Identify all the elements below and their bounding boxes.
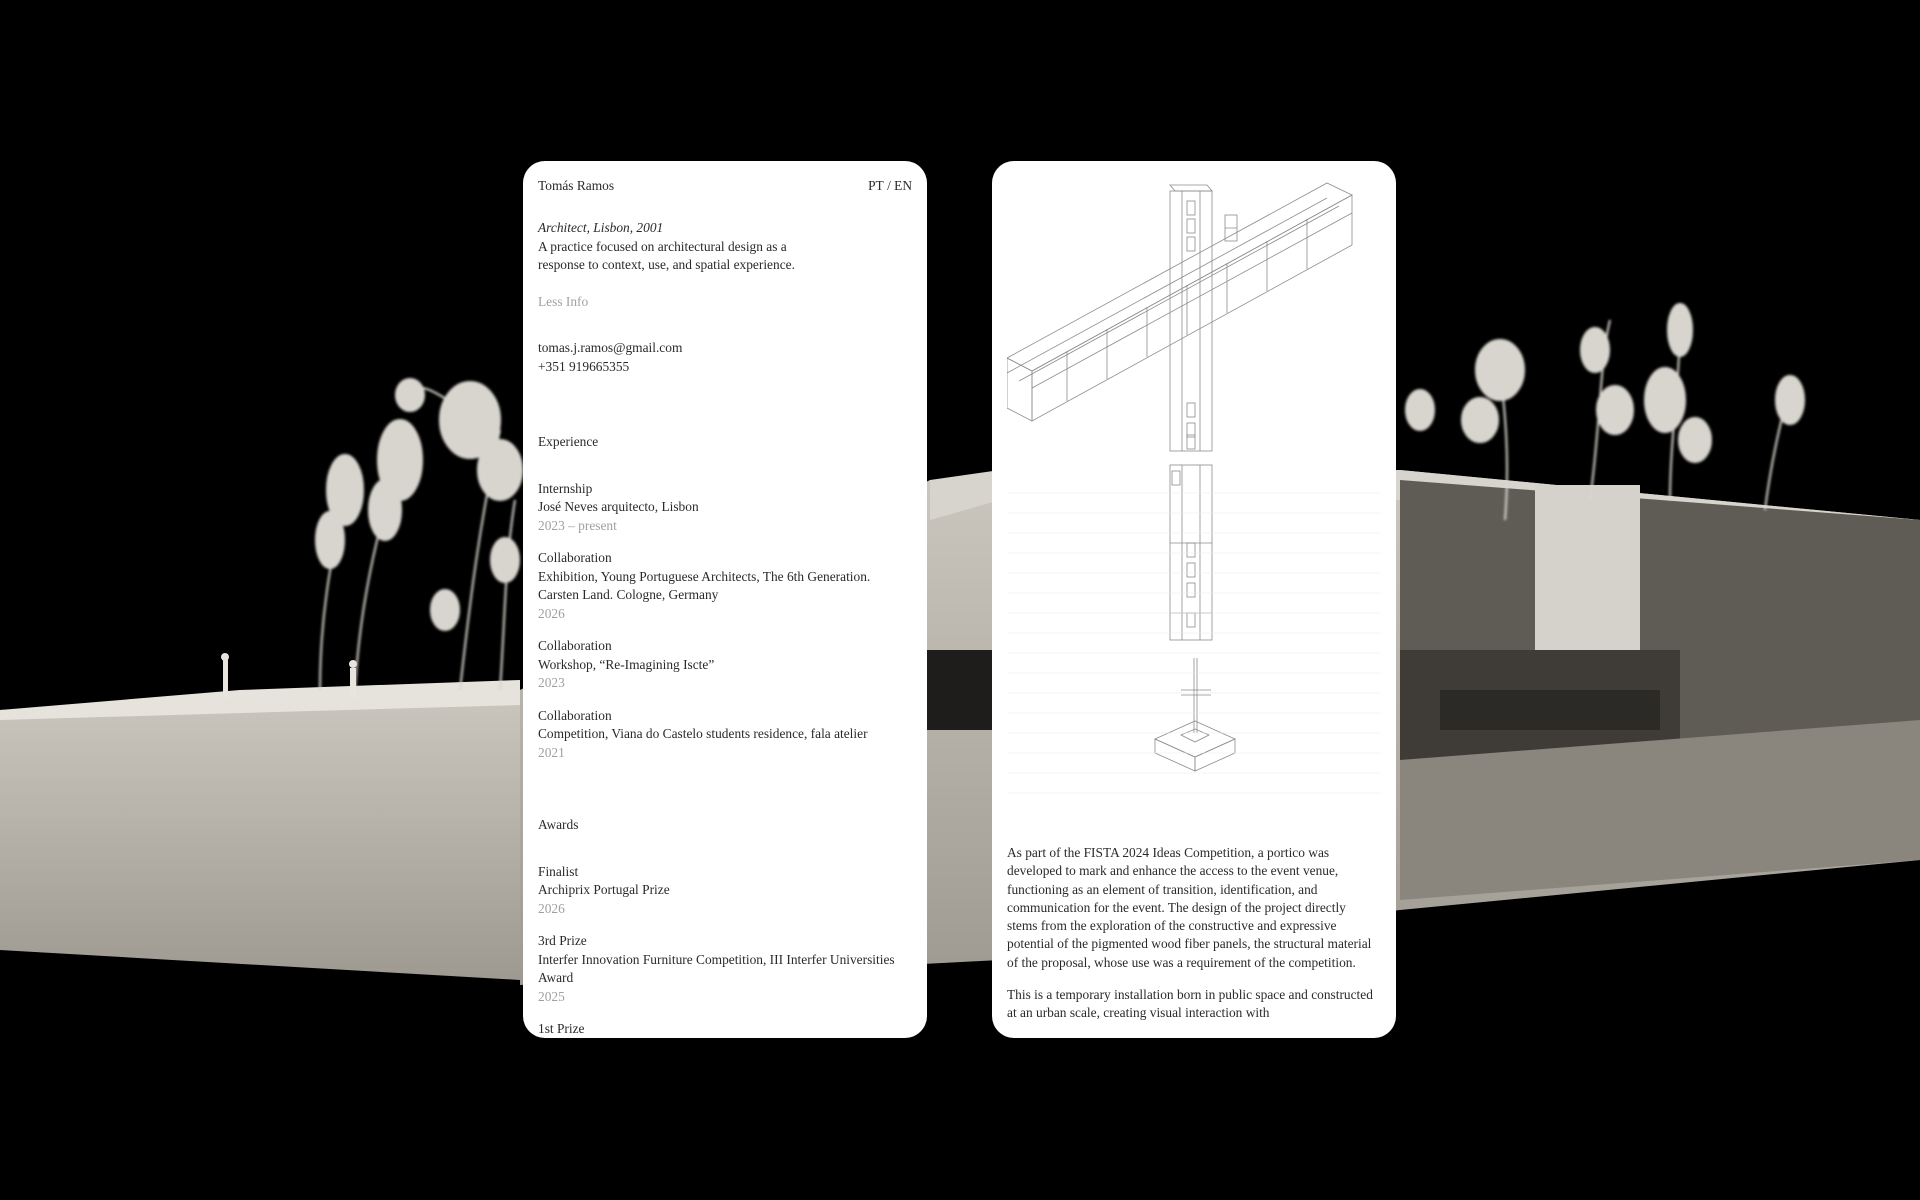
item-role: Finalist (538, 863, 579, 879)
item-date: 2026 (538, 900, 565, 916)
item-date: 2021 (538, 744, 565, 760)
item-date: 2025 (538, 988, 565, 1004)
experience-item (538, 549, 912, 623)
item-detail: Carsten Land. Cologne, Germany (538, 587, 719, 602)
item-role: Collaboration (538, 550, 612, 565)
figure (223, 660, 228, 698)
item-detail: Competition, Viana do Castelo students residence, fala atelier (538, 726, 868, 741)
project-paragraph-1: As part of the FISTA 2024 Ideas Competition, a portico was developed to mark and enhance the access to the event venue, functioning as an element of transition, identification, and communication for the event. The design of the project directly stems from the exploration of the constructive and expressive potential of the pigmented wood fiber panels, the structural material of the proposal, whose use was a requirement of the competition. (1007, 845, 1372, 970)
item-role: 3rd Prize (538, 933, 587, 948)
language-switcher (868, 177, 912, 196)
email-link[interactable]: tomas.j.ramos@gmail.com (538, 340, 683, 355)
site-title-link[interactable]: Tomás Ramos (538, 178, 615, 193)
project-paragraph-2: This is a temporary installation born in public space and constructed at an urban scale, creating visual interaction with (1007, 987, 1373, 1021)
awards-heading: Awards (538, 817, 579, 832)
item-detail: Exhibition, Young Portuguese Architects, The 6th Generation. (538, 568, 871, 584)
profile-header (538, 177, 912, 205)
bio-line-2: response to context, use, and spatial experience. (538, 257, 795, 272)
item-detail: Award (538, 970, 574, 985)
lang-separator: / (883, 178, 895, 193)
lang-pt-link[interactable]: PT (868, 178, 884, 193)
item-detail: Workshop, “Re-Imagining Iscte” (538, 656, 715, 672)
item-date: 2026 (538, 605, 565, 621)
award-item (538, 1020, 912, 1038)
item-date: 2023 – present (538, 517, 617, 533)
item-date: 2023 (538, 675, 565, 690)
award-item (538, 932, 912, 1006)
phone-link[interactable]: +351 919665355 (538, 358, 630, 374)
experience-item (538, 707, 912, 763)
item-role: Collaboration (538, 707, 612, 723)
project-description (1007, 844, 1379, 1037)
profile-panel (523, 161, 927, 1038)
less-info-toggle[interactable]: Less Info (538, 293, 589, 309)
lang-en-link[interactable]: EN (894, 178, 912, 193)
axonometric-portico-drawing-icon (1007, 173, 1381, 823)
experience-heading: Experience (538, 434, 599, 449)
item-detail: José Neves arquitecto, Lisbon (538, 499, 699, 514)
experience-list (538, 480, 912, 763)
award-item (538, 863, 912, 919)
item-role: Internship (538, 480, 593, 496)
experience-item (538, 480, 912, 536)
item-detail: Archiprix Portugal Prize (538, 882, 670, 897)
awards-list (538, 863, 912, 1039)
bio-line-1: A practice focused on architectural design as a (538, 238, 787, 254)
item-detail: Interfer Innovation Furniture Competition, III Interfer Universities (538, 951, 895, 967)
project-panel (992, 161, 1396, 1038)
experience-item (538, 637, 912, 693)
item-role: Collaboration (538, 638, 612, 653)
item-role: 1st Prize (538, 1021, 585, 1036)
contact-block (538, 339, 912, 376)
tagline: Architect, Lisbon, 2001 (538, 220, 664, 235)
